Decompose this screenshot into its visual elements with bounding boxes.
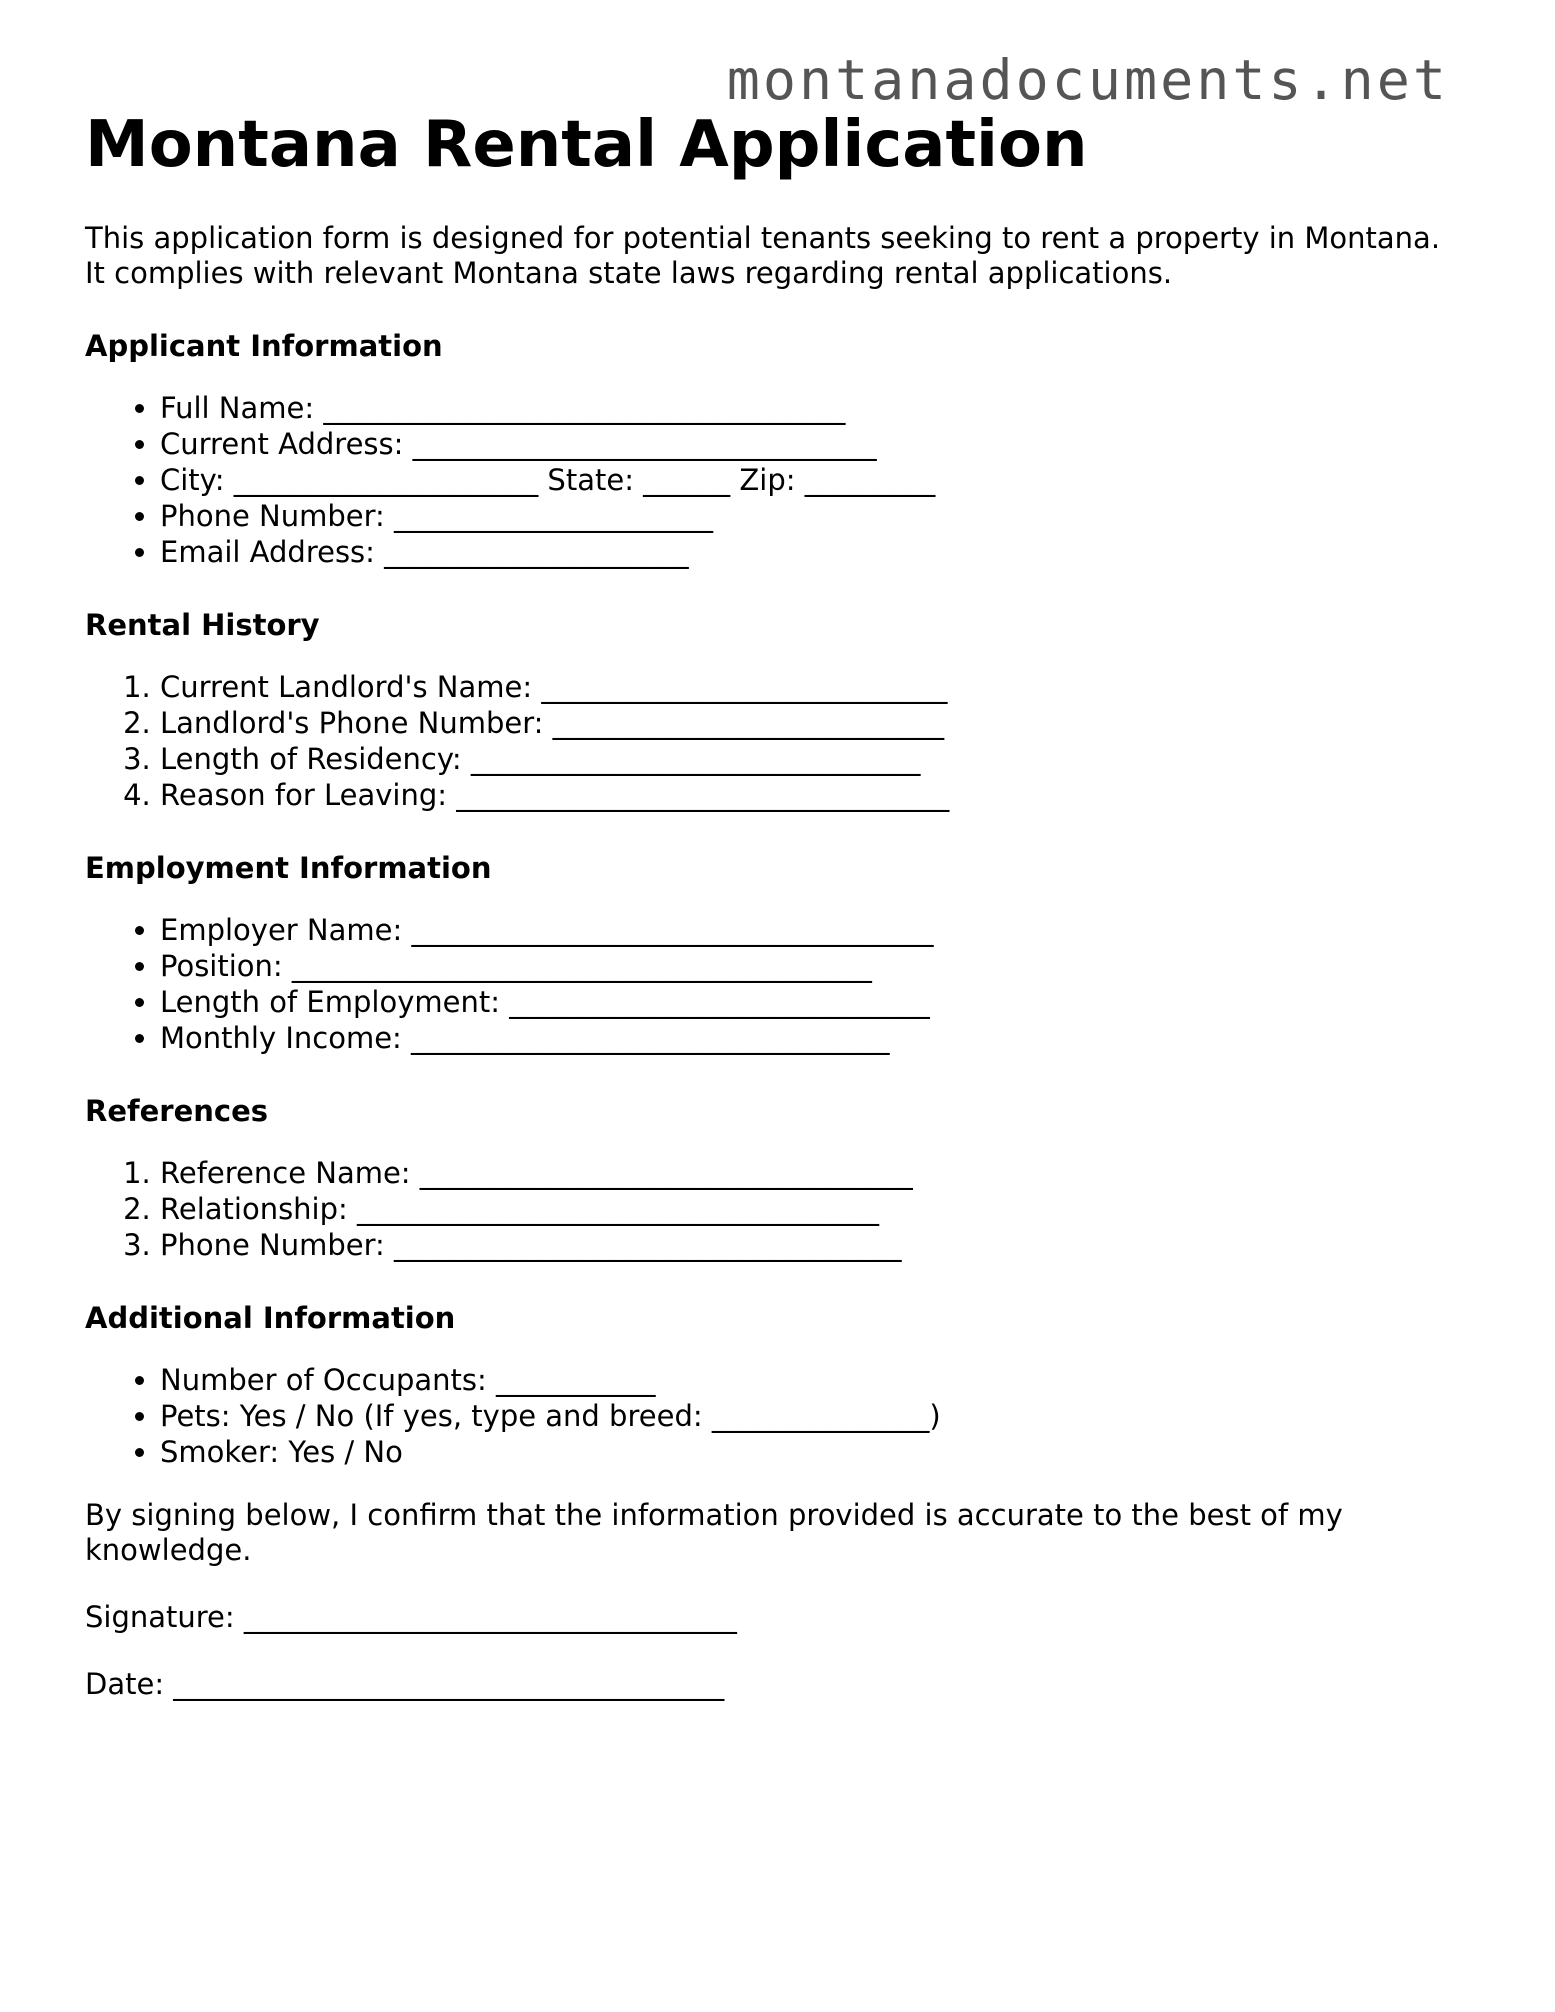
employment-heading: Employment Information <box>85 851 492 885</box>
landlord-name-field[interactable]: 1. Current Landlord's Name: ____________________________ <box>160 669 1465 705</box>
document-page <box>85 105 1465 1702</box>
reference-name-field[interactable]: 1. Reference Name: __________________________________ <box>160 1155 1465 1191</box>
monthly-income-field[interactable]: • Monthly Income: _________________________________ <box>160 1020 1465 1056</box>
rental-history-list <box>85 669 1465 813</box>
employment-length-field[interactable]: • Length of Employment: _____________________________ <box>160 984 1465 1020</box>
rental-history-heading: Rental History <box>85 608 320 642</box>
occupants-field[interactable]: • Number of Occupants: ___________ <box>160 1362 1465 1398</box>
landlord-phone-field[interactable]: 2. Landlord's Phone Number: ___________________________ <box>160 705 1465 741</box>
signature-field[interactable]: Signature: __________________________________ <box>85 1600 737 1634</box>
reference-phone-field[interactable]: 3. Phone Number: ___________________________________ <box>160 1227 1465 1263</box>
intro-paragraph: This application form is designed for potential tenants seeking to rent a property in Montana. It complies with relevant Montana state laws regarding rental applications. <box>85 221 1441 290</box>
page-title: Montana Rental Application <box>85 108 1088 182</box>
references-heading: References <box>85 1094 269 1128</box>
employment-list <box>85 912 1465 1056</box>
reason-leaving-field[interactable]: 4. Reason for Leaving: __________________________________ <box>160 777 1465 813</box>
full-name-field[interactable]: • Full Name: ____________________________________ <box>160 390 1465 426</box>
additional-list <box>85 1362 1465 1470</box>
date-field[interactable]: Date: ______________________________________ <box>85 1667 725 1701</box>
city-state-zip-field[interactable]: • City: _____________________ State: ______ Zip: _________ <box>160 462 1465 498</box>
current-address-field[interactable]: • Current Address: ________________________________ <box>160 426 1465 462</box>
position-field[interactable]: • Position: ________________________________________ <box>160 948 1465 984</box>
residency-length-field[interactable]: 3. Length of Residency: _______________________________ <box>160 741 1465 777</box>
phone-number-field[interactable]: • Phone Number: ______________________ <box>160 498 1465 534</box>
watermark-text: montanadocuments.net <box>726 48 1449 112</box>
applicant-list <box>85 390 1465 570</box>
references-list <box>85 1155 1465 1263</box>
email-address-field[interactable]: • Email Address: _____________________ <box>160 534 1465 570</box>
closing-statement: By signing below, I confirm that the information provided is accurate to the best of my knowledge. <box>85 1498 1343 1567</box>
pets-field[interactable]: • Pets: Yes / No (If yes, type and breed: _______________) <box>160 1398 1465 1434</box>
relationship-field[interactable]: 2. Relationship: ____________________________________ <box>160 1191 1465 1227</box>
applicant-heading: Applicant Information <box>85 329 443 363</box>
employer-name-field[interactable]: • Employer Name: ____________________________________ <box>160 912 1465 948</box>
additional-heading: Additional Information <box>85 1301 456 1335</box>
smoker-field[interactable]: • Smoker: Yes / No <box>160 1434 1465 1470</box>
